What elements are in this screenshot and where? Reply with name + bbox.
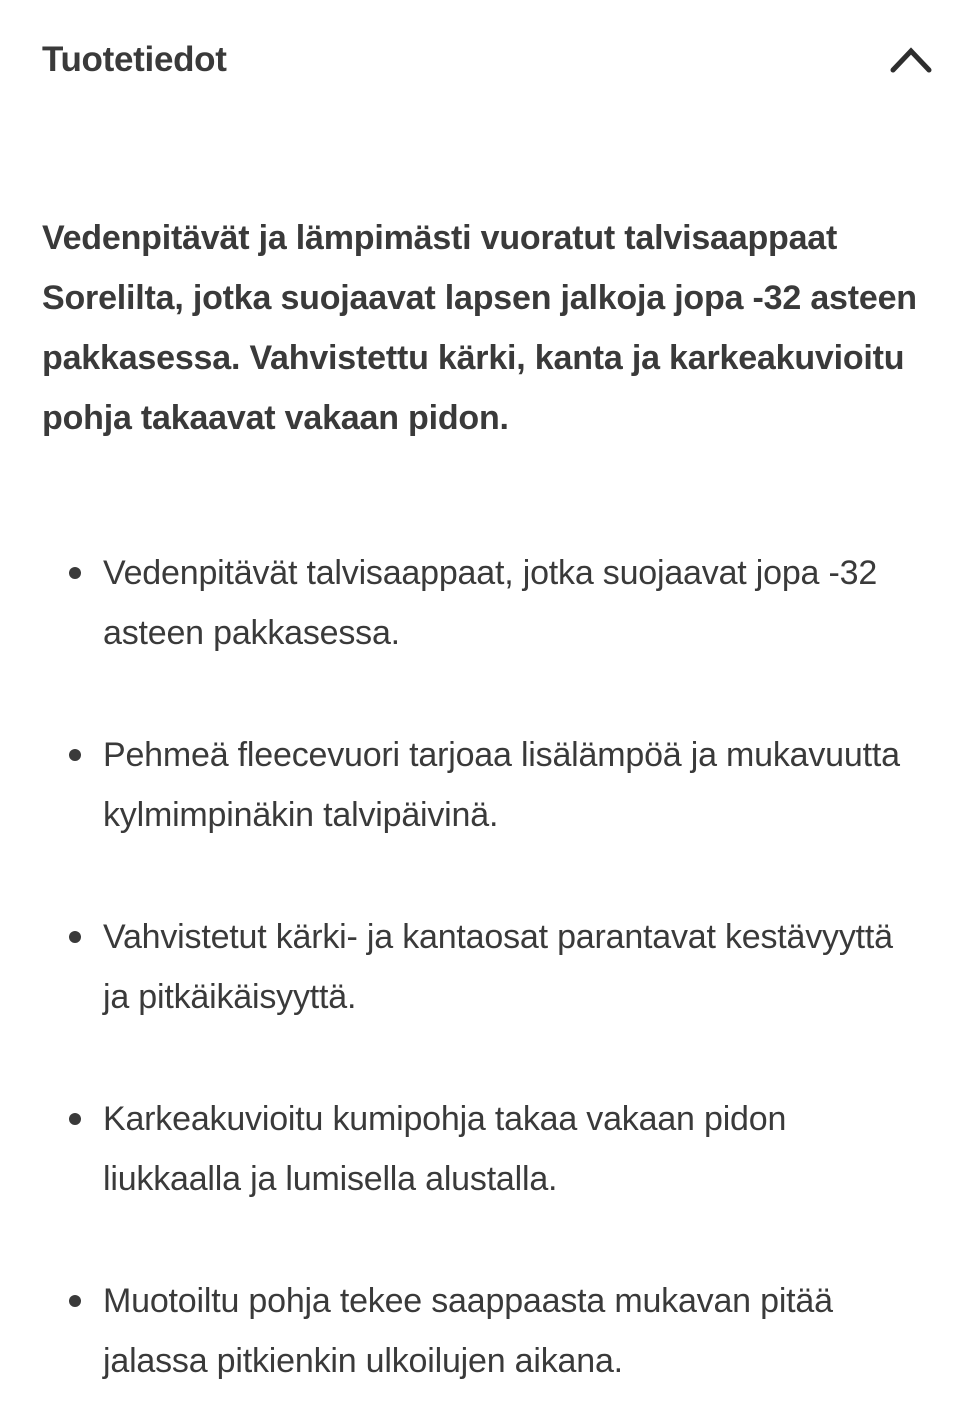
feature-list-item: Muotoiltu pohja tekee saappaasta mukavan pitää jalassa pitkienkin ulkoilujen aikana. <box>42 1271 918 1391</box>
feature-list-item: Vedenpitävät talvisaappaat, jotka suojaavat jopa -32 asteen pakkasessa. <box>42 543 918 663</box>
feature-list-item: Pehmeä fleecevuori tarjoaa lisälämpöä ja mukavuutta kylmimpinäkin talvipäivinä. <box>42 725 918 845</box>
feature-list-item: Vahvistetut kärki- ja kantaosat parantavat kestävyyttä ja pitkäikäisyyttä. <box>42 907 918 1027</box>
feature-list <box>42 543 918 1391</box>
chevron-up-icon[interactable] <box>888 43 934 77</box>
feature-list-item: Karkeakuvioitu kumipohja takaa vakaan pidon liukkaalla ja lumisella alustalla. <box>42 1089 918 1209</box>
section-title: Tuotetiedot <box>42 40 227 79</box>
accordion-toggle[interactable] <box>42 40 934 80</box>
product-description: Vedenpitävät ja lämpimästi vuoratut talvisaappaat Sorelilta, jotka suojaavat lapsen jalkoja jopa -32 asteen pakkasessa. Vahvistettu kärki, kanta ja karkeakuvioitu pohja takaavat vakaan pidon. <box>42 219 917 437</box>
